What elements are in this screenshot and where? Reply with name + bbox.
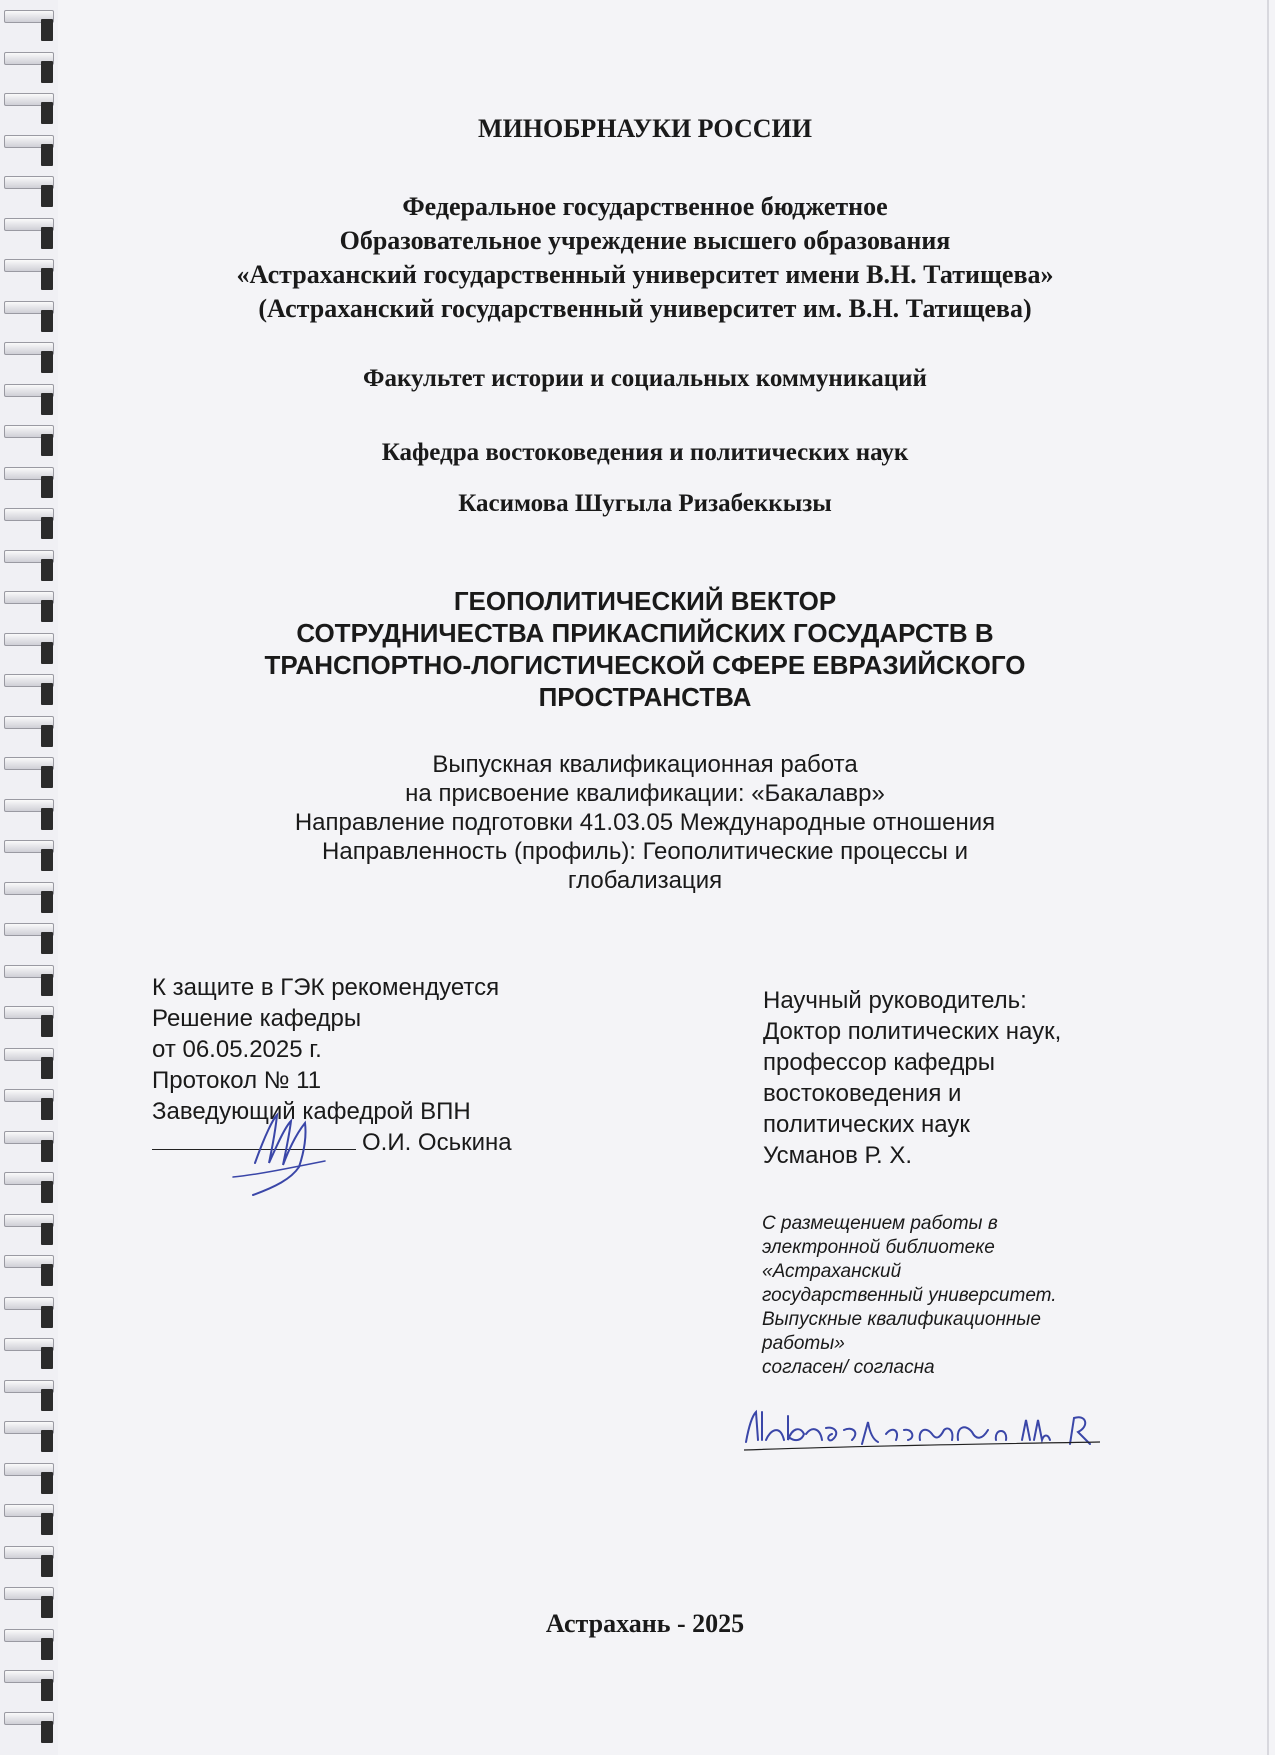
signature-line-row xyxy=(152,1127,612,1158)
consent-line: согласен/ согласна xyxy=(762,1357,935,1378)
supervisor-line: Научный руководитель: xyxy=(763,987,1027,1014)
binding-ring xyxy=(4,633,54,646)
binding-ring xyxy=(4,1048,54,1061)
title-line: ТРАНСПОРТНО-ЛОГИСТИЧЕСКОЙ СФЕРЕ ЕВРАЗИЙСКОГО xyxy=(264,650,1026,680)
title-line: СОТРУДНИЧЕСТВА ПРИКАСПИЙСКИХ ГОСУДАРСТВ В xyxy=(296,618,994,648)
defense-line: Решение кафедры xyxy=(152,1005,362,1032)
student-signature-image xyxy=(740,1400,1170,1460)
binding-ring xyxy=(4,840,54,853)
binding-ring xyxy=(4,1214,54,1227)
thesis-title xyxy=(150,585,1140,713)
supervisor-line: востоковедения и xyxy=(763,1080,962,1107)
binding-ring xyxy=(4,1006,54,1019)
binding-ring xyxy=(4,1380,54,1393)
supervisor-block xyxy=(763,985,1163,1171)
consent-line: «Астраханский xyxy=(762,1261,902,1282)
spiral-binding xyxy=(0,0,58,1755)
consent-line: С размещением работы в xyxy=(762,1213,998,1234)
binding-ring xyxy=(4,259,54,272)
consent-line: работы» xyxy=(762,1333,845,1354)
binding-ring xyxy=(4,1338,54,1351)
binding-ring xyxy=(4,176,54,189)
binding-ring xyxy=(4,508,54,521)
work-info xyxy=(150,750,1140,895)
supervisor-line: Доктор политических наук, xyxy=(763,1018,1062,1045)
work-info-line: глобализация xyxy=(567,867,723,894)
supervisor-line: профессор кафедры xyxy=(763,1049,995,1076)
binding-ring xyxy=(4,1172,54,1185)
binding-ring xyxy=(4,716,54,729)
work-info-line: Направленность (профиль): Геополитические процессы и xyxy=(322,838,968,865)
binding-ring xyxy=(4,1089,54,1102)
binding-ring xyxy=(4,93,54,106)
page-edge xyxy=(1267,0,1269,1755)
defense-line: К защите в ГЭК рекомендуется xyxy=(152,974,500,1001)
consent-line: Выпускные квалификационные xyxy=(762,1309,1041,1330)
institution-line: Федеральное государственное бюджетное xyxy=(402,192,888,221)
binding-ring xyxy=(4,425,54,438)
binding-ring xyxy=(4,52,54,65)
defense-line: Протокол № 11 xyxy=(152,1067,322,1094)
work-info-line: Выпускная квалификационная работа xyxy=(432,751,858,778)
consent-line: государственный университет. xyxy=(762,1285,1057,1306)
binding-ring xyxy=(4,10,54,23)
supervisor-line: Усманов Р. Х. xyxy=(763,1142,912,1169)
binding-ring xyxy=(4,591,54,604)
institution-line: Образовательное учреждение высшего образования xyxy=(339,226,951,255)
department-name: Кафедра востоковедения и политических наук xyxy=(381,439,909,466)
binding-ring xyxy=(4,135,54,148)
binding-ring xyxy=(4,550,54,563)
author-name: Касимова Шугыла Ризабеккызы xyxy=(458,490,832,517)
defense-line: от 06.05.2025 г. xyxy=(152,1036,322,1063)
binding-ring xyxy=(4,674,54,687)
work-info-line: на присвоение квалификации: «Бакалавр» xyxy=(405,780,885,807)
title-line: ГЕОПОЛИТИЧЕСКИЙ ВЕКТОР xyxy=(453,586,837,616)
institution-line: «Астраханский государственный университет имени В.Н. Татищева» xyxy=(236,260,1054,289)
ministry-heading: МИНОБРНАУКИ РОССИИ xyxy=(478,114,812,143)
institution-block xyxy=(150,190,1140,326)
binding-ring xyxy=(4,799,54,812)
head-name: О.И. Оськина xyxy=(362,1129,512,1156)
binding-ring xyxy=(4,882,54,895)
consent-line: электронной библиотеке xyxy=(762,1237,995,1258)
faculty-name: Факультет истории и социальных коммуникаций xyxy=(363,365,927,392)
city-year: Астрахань - 2025 xyxy=(545,1609,745,1638)
institution-line: (Астраханский государственный университет им. В.Н. Татищева) xyxy=(258,294,1032,323)
defense-recommendation xyxy=(152,972,612,1158)
binding-ring xyxy=(4,384,54,397)
binding-ring xyxy=(4,1421,54,1434)
binding-ring xyxy=(4,1670,54,1683)
work-info-line: Направление подготовки 41.03.05 Международные отношения xyxy=(294,809,996,836)
binding-ring xyxy=(4,1587,54,1600)
binding-ring xyxy=(4,301,54,314)
binding-ring xyxy=(4,965,54,978)
binding-ring xyxy=(4,1131,54,1144)
binding-ring xyxy=(4,1629,54,1642)
binding-ring xyxy=(4,757,54,770)
binding-ring xyxy=(4,218,54,231)
signature-blank xyxy=(152,1131,356,1150)
supervisor-line: политических наук xyxy=(763,1111,970,1138)
binding-ring xyxy=(4,1297,54,1310)
binding-ring xyxy=(4,1463,54,1476)
binding-ring xyxy=(4,467,54,480)
title-line: ПРОСТРАНСТВА xyxy=(538,682,752,712)
binding-ring xyxy=(4,1255,54,1268)
library-consent xyxy=(762,1212,1142,1380)
binding-ring xyxy=(4,1504,54,1517)
binding-ring xyxy=(4,1712,54,1725)
defense-line: Заведующий кафедрой ВПН xyxy=(152,1098,471,1125)
binding-ring xyxy=(4,342,54,355)
binding-ring xyxy=(4,923,54,936)
binding-ring xyxy=(4,1546,54,1559)
